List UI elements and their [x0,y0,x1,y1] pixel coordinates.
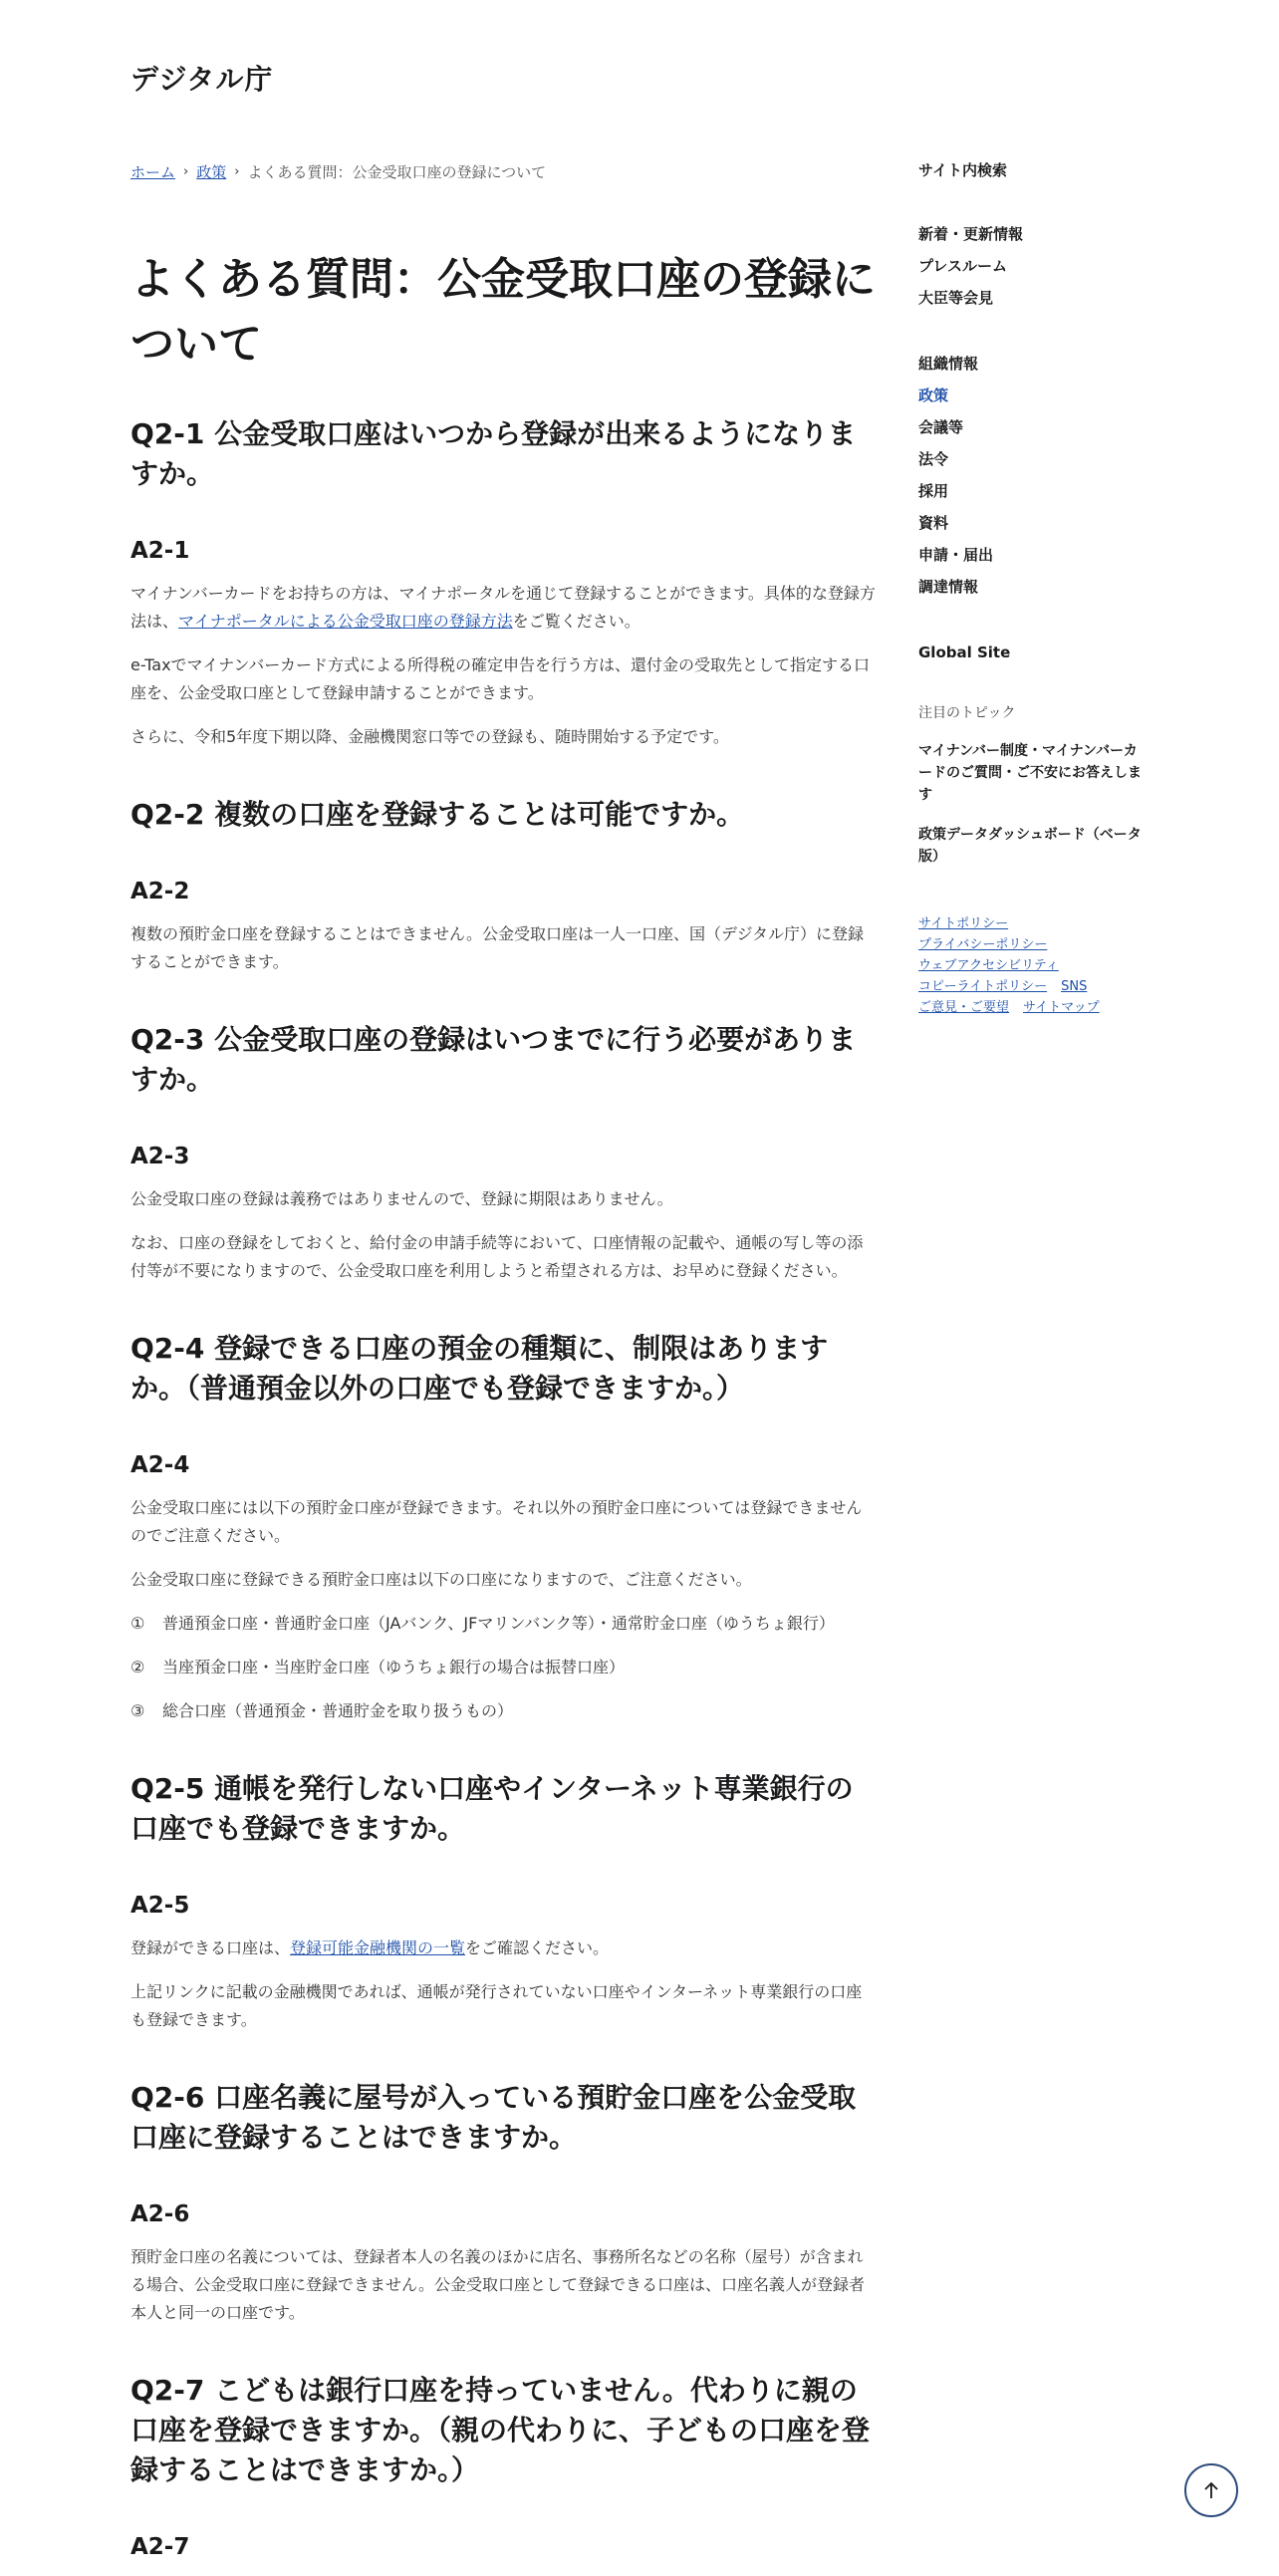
sidebar-nav-item[interactable]: 新着・更新情報 [918,225,1024,243]
footer-link[interactable]: サイトポリシー [918,916,1009,931]
sidebar-nav-item[interactable]: 大臣等会見 [918,289,994,307]
answer-paragraph [130,651,878,707]
sidebar-nav-item[interactable]: 採用 [918,482,949,500]
chevron-right-icon: › [183,164,189,179]
footer-link[interactable]: プライバシーポリシー [918,937,1048,952]
site-logo[interactable]: デジタル庁 [130,63,274,96]
paragraph-text: 公金受取口座には以下の預貯金口座が登録できます。それ以外の預貯金口座については登録できませんのでご注意ください。 [130,1498,863,1545]
sidebar-nav-item[interactable]: 法令 [918,450,949,468]
page-title: よくある質問：公金受取口座の登録について [130,254,876,370]
question-heading: Q2-5 通帳を発行しない口座やインターネット専業銀行の口座でも登録できますか。 [130,1772,854,1845]
answer-paragraph [130,1566,878,1594]
paragraph-text: 公金受取口座に登録できる預貯金口座は以下の口座になりますので、ご注意ください。 [130,1570,752,1589]
topic-link[interactable]: 政策データダッシュボード（ベータ版） [918,827,1142,865]
answer-paragraph [130,1185,878,1213]
list-item-number: ① [130,1614,145,1633]
footer-link-row [918,913,1148,934]
paragraph-text: なお、口座の登録をしておくと、給付金の申請手続等において、口座情報の記載や、通帳の写し等の添付等が不要になりますので、公金受取口座を利用しようと希望される方は、お早めに登録ください。 [130,1233,864,1280]
sidebar-nav-item[interactable]: 会議等 [918,418,964,436]
footer-link-row [918,955,1148,976]
breadcrumb [130,161,546,182]
list-item-number: ② [130,1658,145,1676]
list-item [130,1654,878,1681]
sidebar-nav-item[interactable]: 申請・届出 [918,546,994,564]
footer-links [918,913,1148,1018]
paragraph-text: をご確認ください。 [465,1938,610,1957]
arrow-up-icon [1202,2480,1220,2500]
answer-heading: A2-3 [130,1144,190,1169]
answer-paragraph [130,1934,878,1962]
footer-link-row [918,976,1148,997]
site-search-button[interactable]: サイト内検索 [918,161,1007,179]
answer-heading: A2-6 [130,2201,190,2227]
footer-link[interactable]: ウェブアクセシビリティ [918,958,1059,973]
answer-paragraph [130,723,878,751]
paragraph-text: 複数の預貯金口座を登録することはできません。公金受取口座は一人一口座、国（デジタル庁）に登録することができます。 [130,924,865,971]
sidebar-nav-group [918,637,1148,668]
scroll-to-top-button[interactable] [1184,2463,1238,2517]
paragraph-text: e-Taxでマイナンバーカード方式による所得税の確定申告を行う方は、還付金の受取先として指定する口座を、公金受取口座として登録申請することができます。 [130,655,870,702]
question-heading: Q2-1 公金受取口座はいつから登録が出来るようになりますか。 [130,417,857,490]
chevron-right-icon: › [234,164,240,179]
list-item-text: 普通預金口座・普通貯金口座（JAバンク、JFマリンバンク等）・通常貯金口座（ゆうちょ銀行） [162,1614,835,1633]
footer-link-row [918,934,1148,955]
question-heading: Q2-2 複数の口座を登録することは可能ですか。 [130,798,745,831]
paragraph-text: をご覧ください。 [512,612,640,631]
breadcrumb-home[interactable]: ホーム [130,163,176,181]
sidebar-nav-item[interactable]: 調達情報 [918,578,979,596]
sidebar-nav [918,218,1148,668]
answer-paragraph [130,920,878,976]
question-heading: Q2-7 こどもは銀行口座を持っていません。代わりに親の口座を登録できますか。（親の代わりに、子どもの口座を登録することはできますか。） [130,2374,871,2486]
topic-link[interactable]: マイナンバー制度・マイナンバーカードのご質問・ご不安にお答えします [918,743,1142,803]
answer-heading: A2-4 [130,1452,190,1478]
answer-paragraph [130,1494,878,1550]
answer-heading: A2-7 [130,2534,190,2560]
sidebar-nav-item[interactable]: 組織情報 [918,355,979,373]
sidebar-nav-item[interactable]: プレスルーム [918,257,1007,275]
paragraph-text: 預貯金口座の名義については、登録者本人の名義のほかに店名、事務所名などの名称（屋号）が含まれる場合、公金受取口座に登録できません。公金受取口座として登録できる口座は、口座名義人が登録者本人と同一の口座です。 [130,2247,865,2322]
breadcrumb-policy[interactable]: 政策 [196,163,227,181]
main-content [130,247,878,2576]
sidebar-nav-item[interactable]: Global Site [918,644,1011,661]
paragraph-text: 登録ができる口座は、 [130,1938,291,1957]
sidebar-nav-group [918,348,1148,603]
question-heading: Q2-4 登録できる口座の預金の種類に、制限はありますか。（普通預金以外の口座でも登録できますか。） [130,1332,829,1405]
answer-heading: A2-5 [130,1893,190,1919]
sidebar-nav-group [918,218,1148,314]
footer-link[interactable]: コピーライトポリシー [918,979,1048,994]
inline-link[interactable]: マイナポータルによる公金受取口座の登録方法 [178,612,513,631]
answer-heading: A2-1 [130,538,190,564]
list-item [130,1697,878,1725]
paragraph-text: 公金受取口座の登録は義務ではありませんので、登録に期限はありません。 [130,1189,673,1208]
topics-heading: 注目のトピック [918,705,1016,721]
footer-link[interactable]: SNS [1061,979,1088,994]
question-heading: Q2-3 公金受取口座の登録はいつまでに行う必要がありますか。 [130,1023,857,1096]
paragraph-text: さらに、令和5年度下期以降、金融機関窓口等での登録も、随時開始する予定です。 [130,727,729,746]
footer-link[interactable]: ご意見・ご要望 [918,1000,1010,1015]
list-item-text: 総合口座（普通預金・普通貯金を取り扱うもの） [162,1701,514,1720]
sidebar-nav-item[interactable]: 資料 [918,514,949,532]
list-item-number: ③ [130,1701,145,1720]
paragraph-text: マイナンバーカードをお持ちの方は、マイナポータルを通じて登録することができます。具体的な登録方法は、 [130,584,876,631]
topics-list [918,740,1148,868]
breadcrumb-current: よくある質問：公金受取口座の登録について [247,163,547,181]
footer-link-row [918,997,1148,1018]
answer-heading: A2-2 [130,879,190,904]
sidebar-nav-item[interactable]: 政策 [918,386,949,404]
sidebar [918,159,1148,1018]
inline-link[interactable]: 登録可能金融機関の一覧 [290,1938,466,1957]
answer-paragraph [130,1978,878,2034]
footer-link[interactable]: サイトマップ [1023,1000,1100,1015]
list-item [130,1610,878,1638]
list-item-text: 当座預金口座・当座貯金口座（ゆうちょ銀行の場合は振替口座） [162,1658,626,1676]
answer-paragraph [130,1229,878,1285]
answer-paragraph [130,580,878,636]
question-heading: Q2-6 口座名義に屋号が入っている預貯金口座を公金受取口座に登録することはできますか。 [130,2081,857,2154]
answer-paragraph [130,2243,878,2327]
paragraph-text: 上記リンクに記載の金融機関であれば、通帳が発行されていない口座やインターネット専業銀行の口座も登録できます。 [130,1982,863,2029]
faq-list [130,414,878,2562]
